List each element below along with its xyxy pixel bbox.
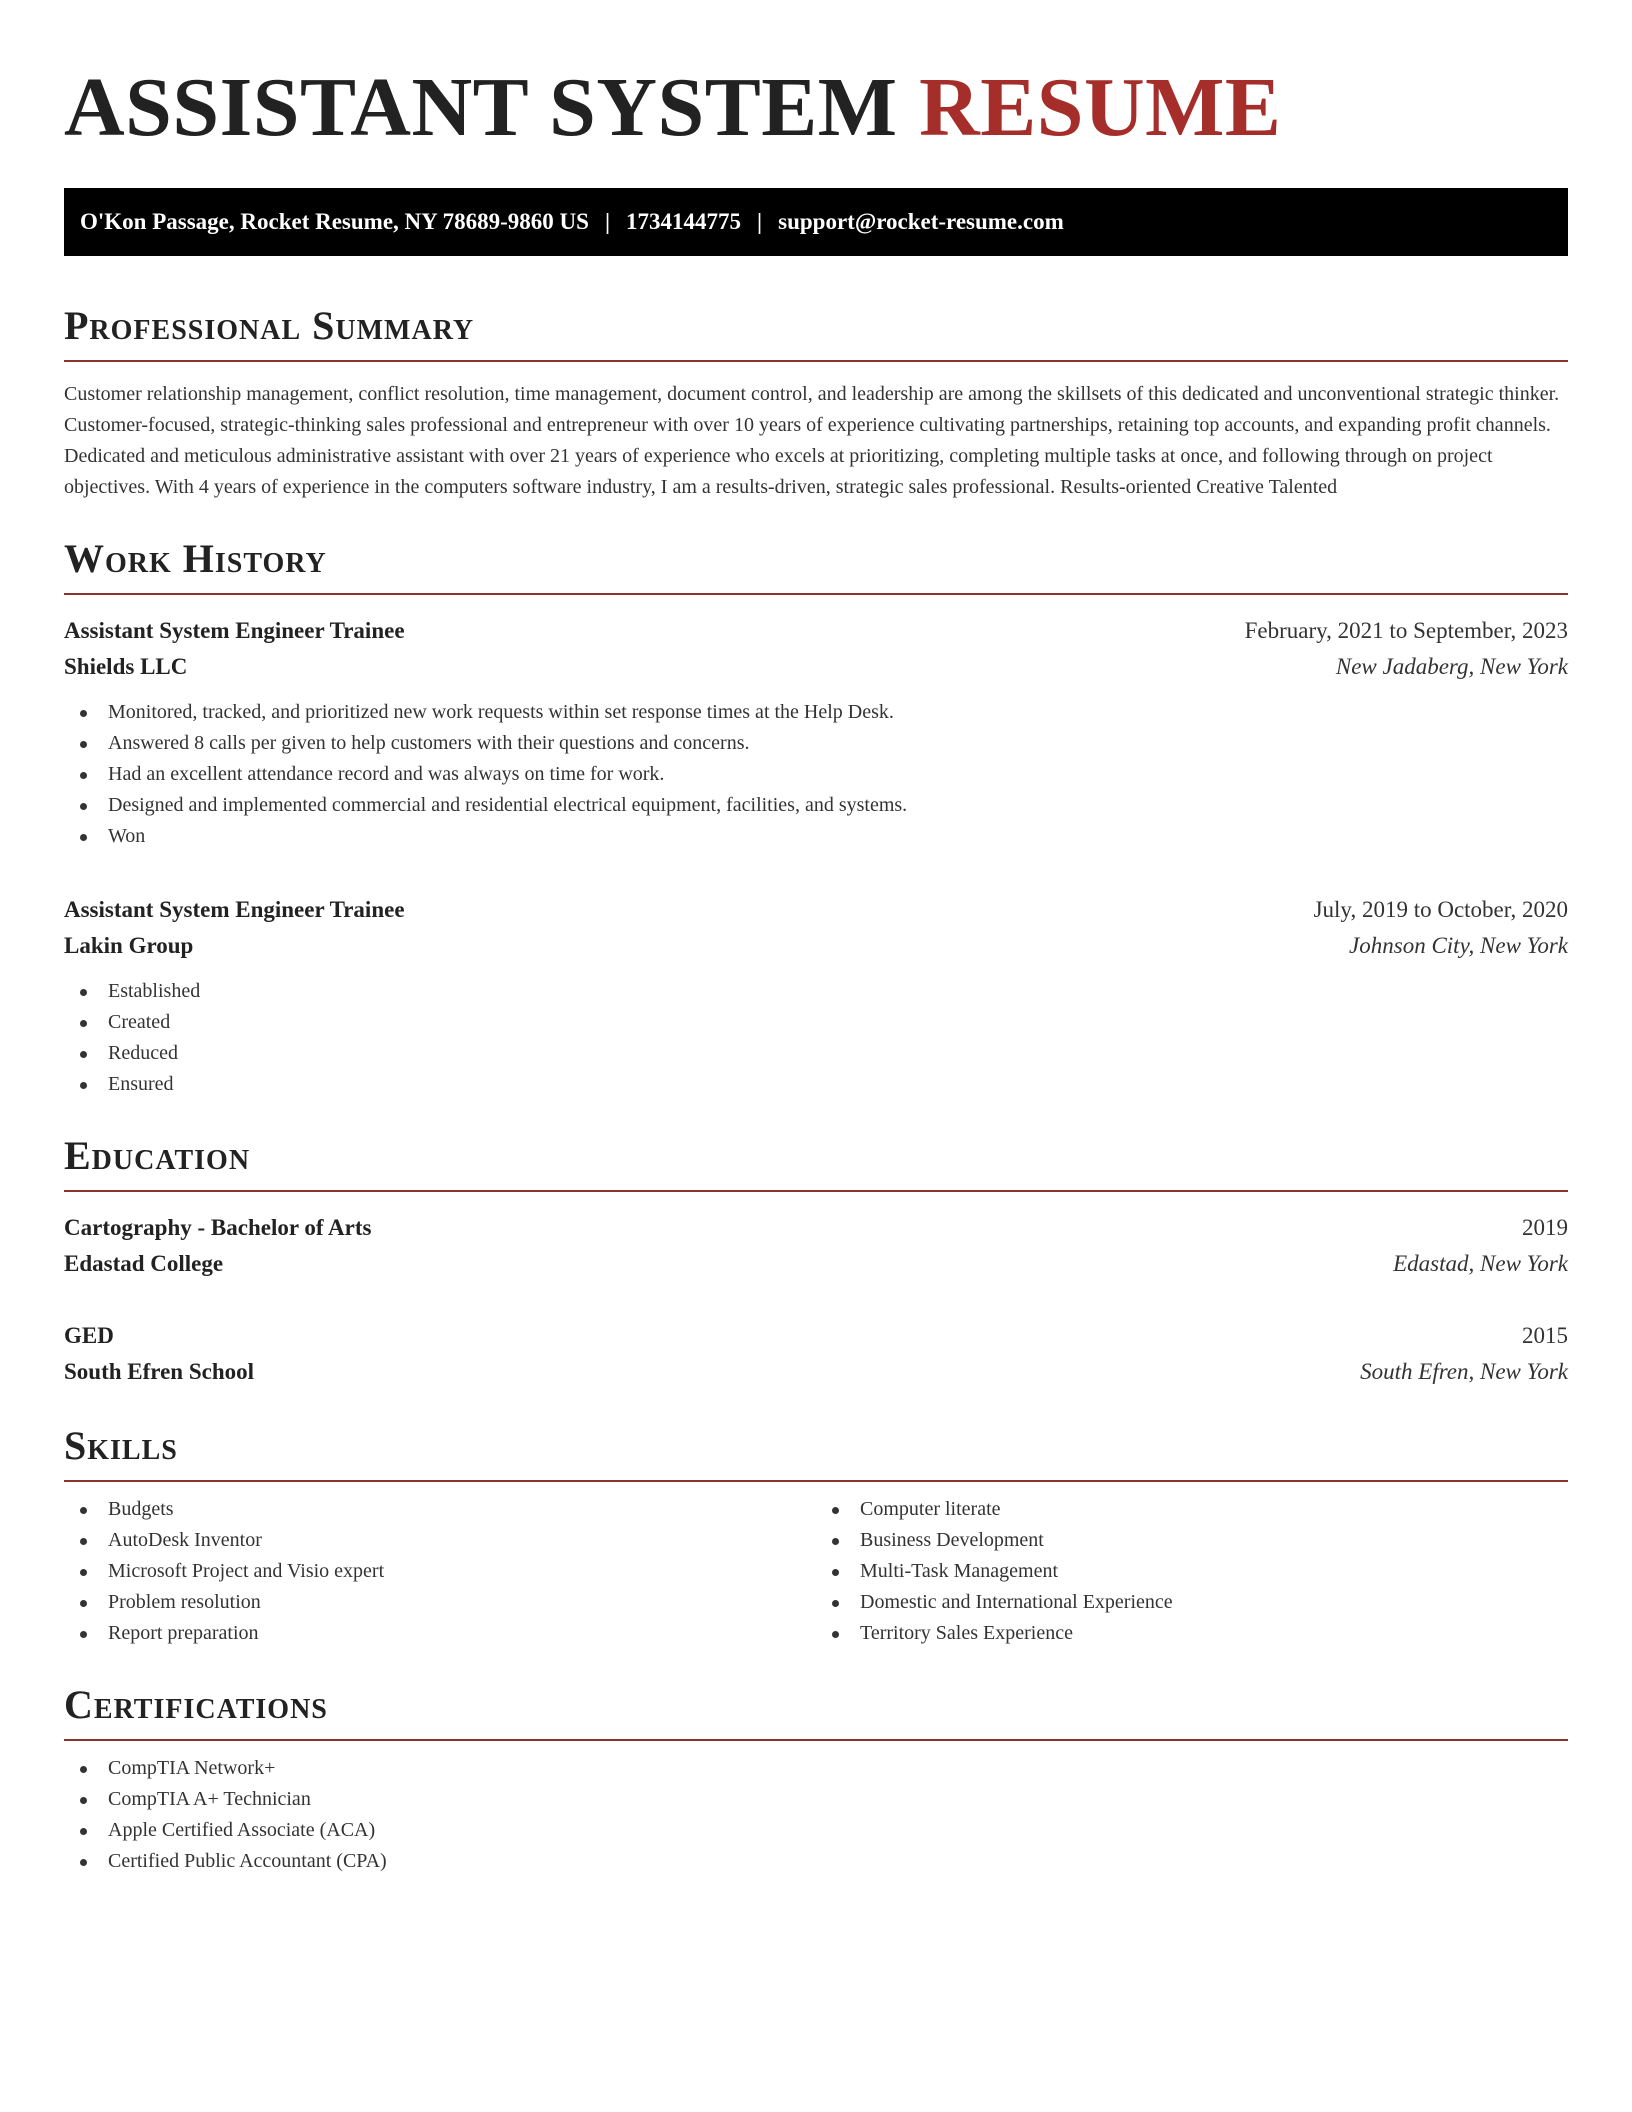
job-title: Assistant System Engineer Trainee [64,897,405,922]
contact-email: support@rocket-resume.com [778,209,1064,234]
list-item: Problem resolution [80,1587,816,1618]
list-item: Certified Public Accountant (CPA) [80,1846,1568,1877]
contact-address: O'Kon Passage, Rocket Resume, NY 78689-9860 US [80,209,589,234]
list-item: CompTIA A+ Technician [80,1784,1568,1815]
section-heading-work: Work History [64,539,1568,595]
title-accent: RESUME [919,61,1282,154]
graduation-year: 2019 [1522,1215,1568,1240]
certifications [64,1753,1568,1877]
graduation-year: 2015 [1522,1323,1568,1348]
work-entry [64,613,1568,852]
job-bullets [64,697,1568,852]
list-item: Report preparation [80,1618,816,1649]
list-item: Multi-Task Management [832,1556,1568,1587]
list-item: Answered 8 calls per given to help customers with their questions and concerns. [80,728,1568,759]
list-item: Microsoft Project and Visio expert [80,1556,816,1587]
section-heading-skills: Skills [64,1426,1568,1482]
education-entry [64,1210,1568,1282]
list-item: Won [80,821,1568,852]
degree-name: Cartography - Bachelor of Arts [64,1215,372,1240]
school-name: South Efren School [64,1359,255,1384]
work-entry [64,892,1568,1100]
list-item: Had an excellent attendance record and was always on time for work. [80,759,1568,790]
section-heading-education: Education [64,1136,1568,1192]
list-item: Created [80,1007,1568,1038]
list-item: CompTIA Network+ [80,1753,1568,1784]
list-item: Reduced [80,1038,1568,1069]
education-entry [64,1318,1568,1390]
list-item: Apple Certified Associate (ACA) [80,1815,1568,1846]
job-location: New Jadaberg, New York [1335,654,1568,679]
skills-list-left [64,1494,816,1649]
job-bullets [64,976,1568,1100]
list-item: Established [80,976,1568,1007]
company-name: Shields LLC [64,654,188,679]
title-main: ASSISTANT SYSTEM [64,61,898,154]
certifications-list [64,1753,1568,1877]
summary-text: Customer relationship management, conflict resolution, time management, document control, and leadership are among the skillsets of this dedicated and unconventional strategic thinker. Customer-focused, strategic-thinking sales professional and entrepreneur with over 10 years of experience cultivating partnerships, retaining top accounts, and expanding profit channels. Dedicated and meticulous administrative assistant with over 21 years of experience who excels at prioritizing, completing multiple tasks at once, and following through on project objectives. With 4 years of experience in the computers software industry, I am a results-driven, strategic sales professional. Results-oriented Creative Talented [64,383,1560,498]
section-heading-certifications: Certifications [64,1685,1568,1741]
job-dates: July, 2019 to October, 2020 [1313,897,1568,922]
contact-separator: | [604,209,611,234]
contact-phone: 1734144775 [626,209,742,234]
section-heading-summary: Professional Summary [64,306,1568,362]
job-title: Assistant System Engineer Trainee [64,618,405,643]
job-location: Johnson City, New York [1349,933,1568,958]
contact-bar [64,188,1568,256]
list-item: Budgets [80,1494,816,1525]
degree-name: GED [64,1323,114,1348]
school-location: South Efren, New York [1360,1359,1568,1384]
skills-list-right [816,1494,1568,1649]
school-location: Edastad, New York [1393,1251,1568,1276]
resume-title [64,61,1568,154]
list-item: Business Development [832,1525,1568,1556]
list-item: Monitored, tracked, and prioritized new work requests within set response times at the Help Desk. [80,697,1568,728]
list-item: Designed and implemented commercial and residential electrical equipment, facilities, and systems. [80,790,1568,821]
list-item: Computer literate [832,1494,1568,1525]
skills-grid [64,1494,1568,1649]
company-name: Lakin Group [64,933,194,958]
list-item: AutoDesk Inventor [80,1525,816,1556]
job-dates: February, 2021 to September, 2023 [1244,618,1568,643]
school-name: Edastad College [64,1251,224,1276]
list-item: Territory Sales Experience [832,1618,1568,1649]
list-item: Domestic and International Experience [832,1587,1568,1618]
list-item: Ensured [80,1069,1568,1100]
contact-separator: | [757,209,763,234]
